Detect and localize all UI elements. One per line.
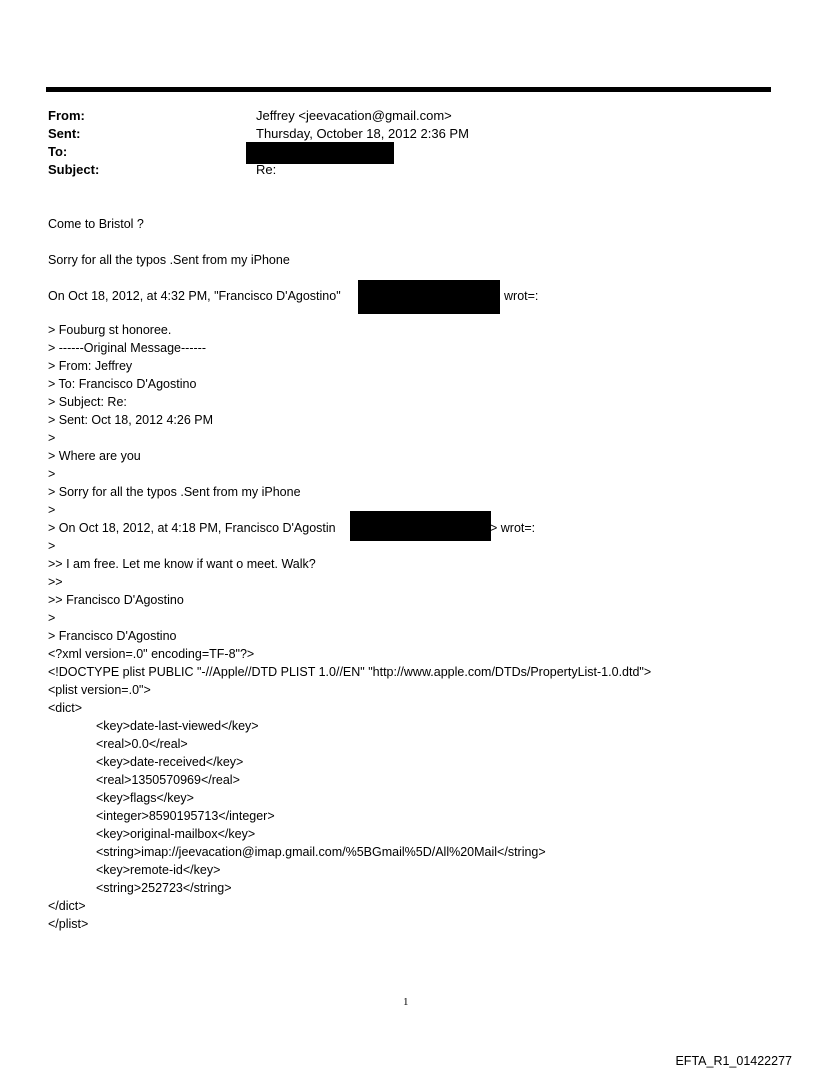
quoted-line: > [48,431,56,445]
sent-label: Sent: [48,126,81,141]
quoted-line: >> Francisco D'Agostino [48,593,184,607]
page-number: 1 [403,996,409,1008]
quoted-line: > [48,611,56,625]
redaction-sender-email [358,280,500,314]
to-label: To: [48,144,68,159]
quoted-line: > wrot=: [490,521,536,535]
quoted-line: > Subject: Re: [48,395,127,409]
quoted-line: > From: Jeffrey [48,359,133,373]
plist-line: <key>date-received</key> [96,755,244,769]
plist-line: <!DOCTYPE plist PUBLIC "-//Apple//DTD PLIST 1.0//EN" "http://www.apple.com/DTDs/PropertyList-1.0.dtd"> [48,665,652,679]
plist-line: </plist> [48,917,89,931]
plist-line: </dict> [48,899,86,913]
header-rule [46,87,771,92]
quoted-line: > Where are you [48,449,141,463]
quoted-line: > Fouburg st honoree. [48,323,172,337]
quoted-line: > [48,503,56,517]
subject-value: Re: [256,162,277,177]
redaction-quoted-email [350,511,491,541]
quoted-line: > To: Francisco D'Agostino [48,377,197,391]
quoted-line: > [48,467,56,481]
plist-line: <real>0.0</real> [96,737,188,751]
plist-line: <plist version=.0"> [48,683,151,697]
from-label: From: [48,108,85,123]
plist-line: <real>1350570969</real> [96,773,240,787]
from-value: Jeffrey <jeevacation@gmail.com> [256,108,452,123]
plist-line: <string>imap://jeevacation@imap.gmail.com/%5BGmail%5D/All%20Mail</string> [96,845,546,859]
body-line: Come to Bristol ? [48,217,144,231]
quoted-line: > Sent: Oct 18, 2012 4:26 PM [48,413,214,427]
body-line: On Oct 18, 2012, at 4:32 PM, "Francisco D'Agostino" [48,289,341,303]
plist-line: <string>252723</string> [96,881,232,895]
document-id: EFTA_R1_01422277 [675,1054,792,1068]
plist-line: <key>date-last-viewed</key> [96,719,259,733]
quoted-line: > ------Original Message------ [48,341,206,355]
quoted-line: > Francisco D'Agostino [48,629,177,643]
plist-line: <key>original-mailbox</key> [96,827,256,841]
subject-label: Subject: [48,162,100,177]
plist-line: <integer>8590195713</integer> [96,809,275,823]
plist-line: <dict> [48,701,83,715]
quoted-line: >> [48,575,63,589]
sent-value: Thursday, October 18, 2012 2:36 PM [256,126,469,141]
plist-line: <key>remote-id</key> [96,863,221,877]
body-line: wrot=: [504,289,539,303]
quoted-line: > On Oct 18, 2012, at 4:18 PM, Francisco D'Agostin [48,521,336,535]
quoted-line: > Sorry for all the typos .Sent from my iPhone [48,485,301,499]
plist-line: <key>flags</key> [96,791,194,805]
body-line: Sorry for all the typos .Sent from my iPhone [48,253,290,267]
quoted-line: >> I am free. Let me know if want o meet. Walk? [48,557,316,571]
plist-line: <?xml version=.0" encoding=TF-8"?> [48,647,255,661]
quoted-line: > [48,539,56,553]
